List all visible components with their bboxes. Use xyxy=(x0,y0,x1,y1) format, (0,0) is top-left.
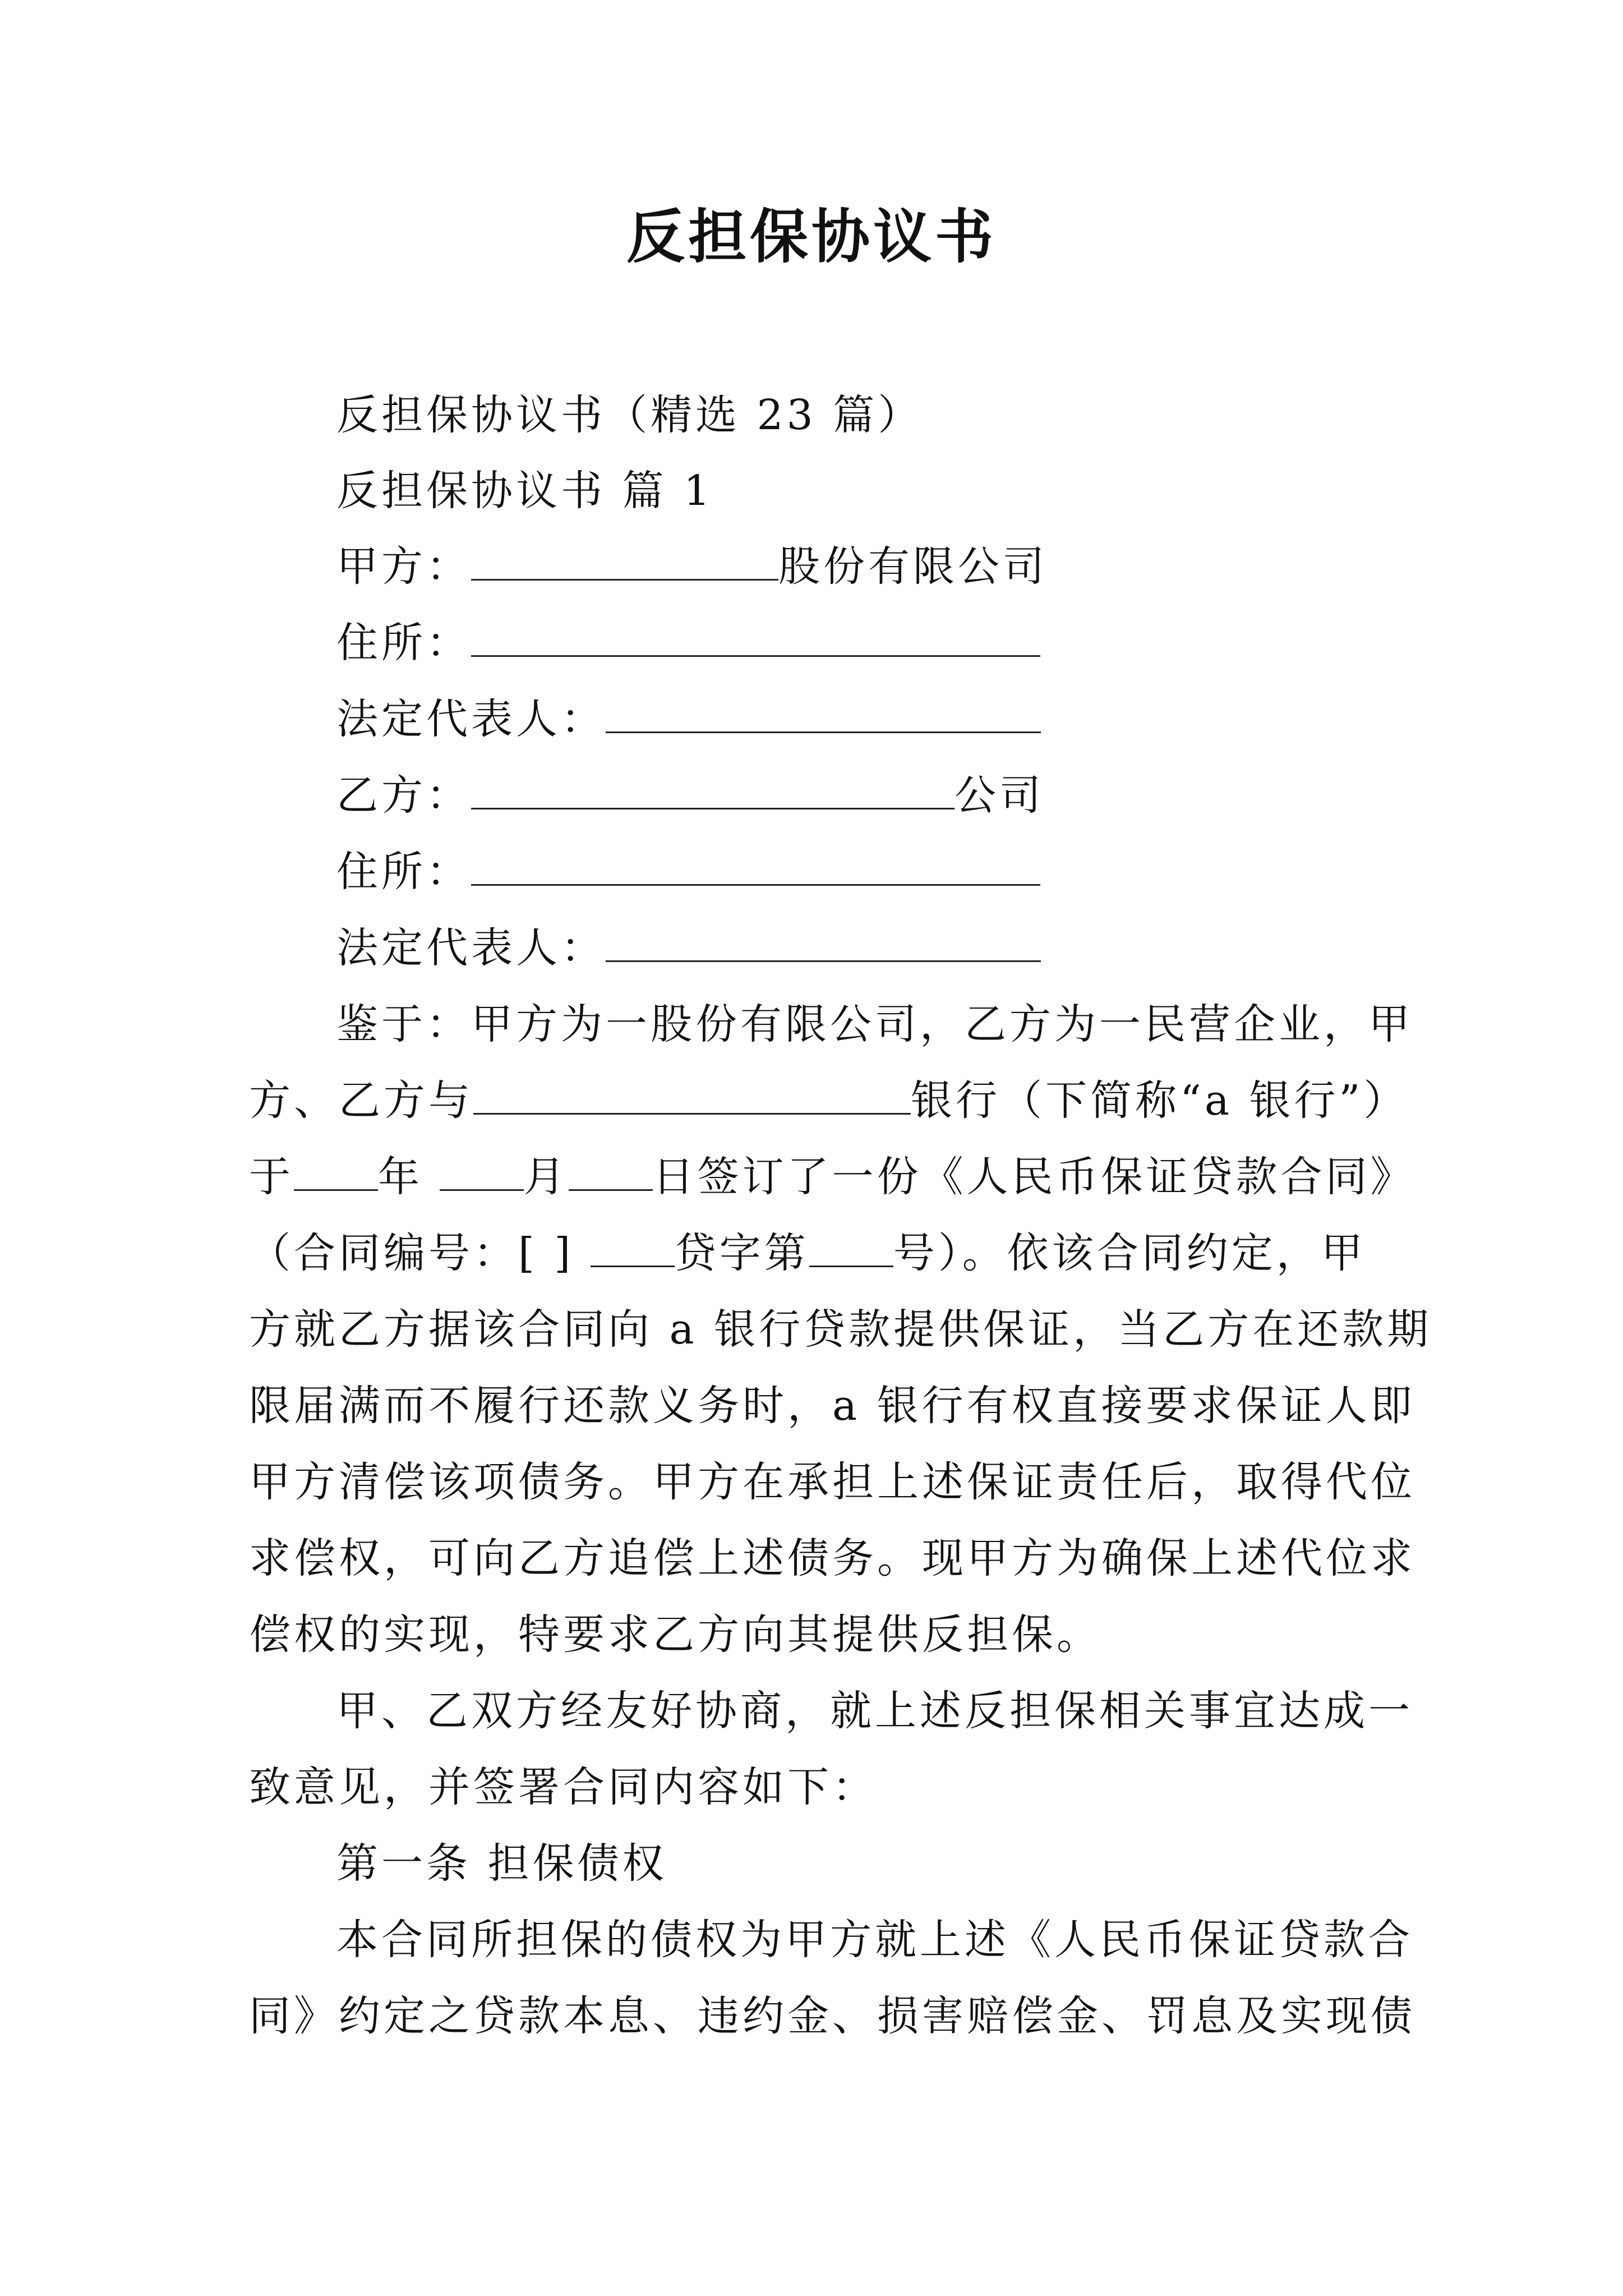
agreement-line-1: 甲、乙双方经友好协商，就上述反担保相关事宜达成一 xyxy=(336,1687,1413,1735)
party-a-label: 甲方： xyxy=(336,542,471,591)
year-blank[interactable] xyxy=(294,1149,378,1191)
contract-number-blank-2[interactable] xyxy=(809,1225,893,1267)
party-b-label: 乙方： xyxy=(336,771,471,820)
party-b-suffix: 公司 xyxy=(955,771,1044,820)
recital-line-6: 限届满而不履行还款义务时，a 银行有权直接要求保证人即 xyxy=(249,1382,1415,1430)
party-a-name-blank[interactable] xyxy=(471,539,778,581)
bank-name-blank[interactable] xyxy=(473,1073,911,1115)
party-a-address-line xyxy=(336,615,1040,671)
recital-line-3-text-d: 日签订了一份《人民币保证贷款合同》 xyxy=(652,1153,1415,1201)
party-b-address-blank[interactable] xyxy=(471,844,1040,886)
party-a-rep-label: 法定代表人： xyxy=(336,695,606,743)
party-a-line xyxy=(336,539,1048,595)
party-a-address-label: 住所： xyxy=(336,619,471,667)
article-1-heading: 第一条 担保债权 xyxy=(336,1839,667,1888)
recital-line-9: 偿权的实现，特要求乙方向其提供反担保。 xyxy=(249,1611,1101,1659)
party-a-suffix: 股份有限公司 xyxy=(778,542,1048,591)
party-b-address-line xyxy=(336,844,1040,900)
party-b-rep-blank[interactable] xyxy=(606,920,1041,962)
article-1-line-1: 本合同所担保的债权为甲方就上述《人民币保证贷款合 xyxy=(336,1916,1413,1964)
day-blank[interactable] xyxy=(569,1149,653,1191)
document-title: 反担保协议书 xyxy=(626,202,997,271)
recital-line-3 xyxy=(249,1149,1415,1205)
article-1-line-2: 同》约定之贷款本息、违约金、损害赔偿金、罚息及实现债 xyxy=(249,1992,1415,2040)
party-b-line xyxy=(336,767,1044,823)
recital-line-1: 鉴于：甲方为一股份有限公司，乙方为一民营企业，甲 xyxy=(336,1000,1413,1048)
party-b-rep-line xyxy=(336,920,1041,976)
month-blank[interactable] xyxy=(440,1149,524,1191)
recital-line-3-text-b: 年 xyxy=(378,1153,440,1201)
section-heading: 反担保协议书 篇 1 xyxy=(336,467,714,515)
recital-line-2-text-a: 方、乙方与 xyxy=(249,1076,473,1125)
recital-line-4-text-a: （合同编号：[ ] xyxy=(249,1229,574,1277)
recital-line-4-text-b: 贷字第 xyxy=(674,1229,809,1277)
agreement-line-2: 致意见，并签署合同内容如下： xyxy=(249,1763,877,1811)
recital-line-8: 求偿权，可向乙方追偿上述债务。现甲方为确保上述代位求 xyxy=(249,1534,1415,1582)
party-a-address-blank[interactable] xyxy=(471,615,1040,657)
recital-line-2-text-b: 银行（下简称“a 银行”） xyxy=(911,1076,1409,1125)
recital-line-4 xyxy=(249,1225,1366,1281)
contract-number-blank-1[interactable] xyxy=(591,1225,675,1267)
recital-line-2 xyxy=(249,1073,1408,1129)
recital-line-4-text-c: 号）。依该合同约定，甲 xyxy=(893,1229,1366,1277)
document-subtitle: 反担保协议书（精选 23 篇） xyxy=(336,391,923,439)
recital-line-3-text-a: 于 xyxy=(249,1153,294,1201)
recital-line-3-text-c: 月 xyxy=(523,1153,569,1201)
recital-line-5: 方就乙方据该合同向 a 银行贷款提供保证，当乙方在还款期 xyxy=(249,1305,1432,1354)
party-b-address-label: 住所： xyxy=(336,848,471,896)
party-a-rep-blank[interactable] xyxy=(606,691,1041,733)
recital-line-7: 甲方清偿该项债务。甲方在承担上述保证责任后，取得代位 xyxy=(249,1458,1415,1506)
party-b-name-blank[interactable] xyxy=(471,767,955,809)
party-b-rep-label: 法定代表人： xyxy=(336,924,606,972)
party-a-rep-line xyxy=(336,691,1041,747)
